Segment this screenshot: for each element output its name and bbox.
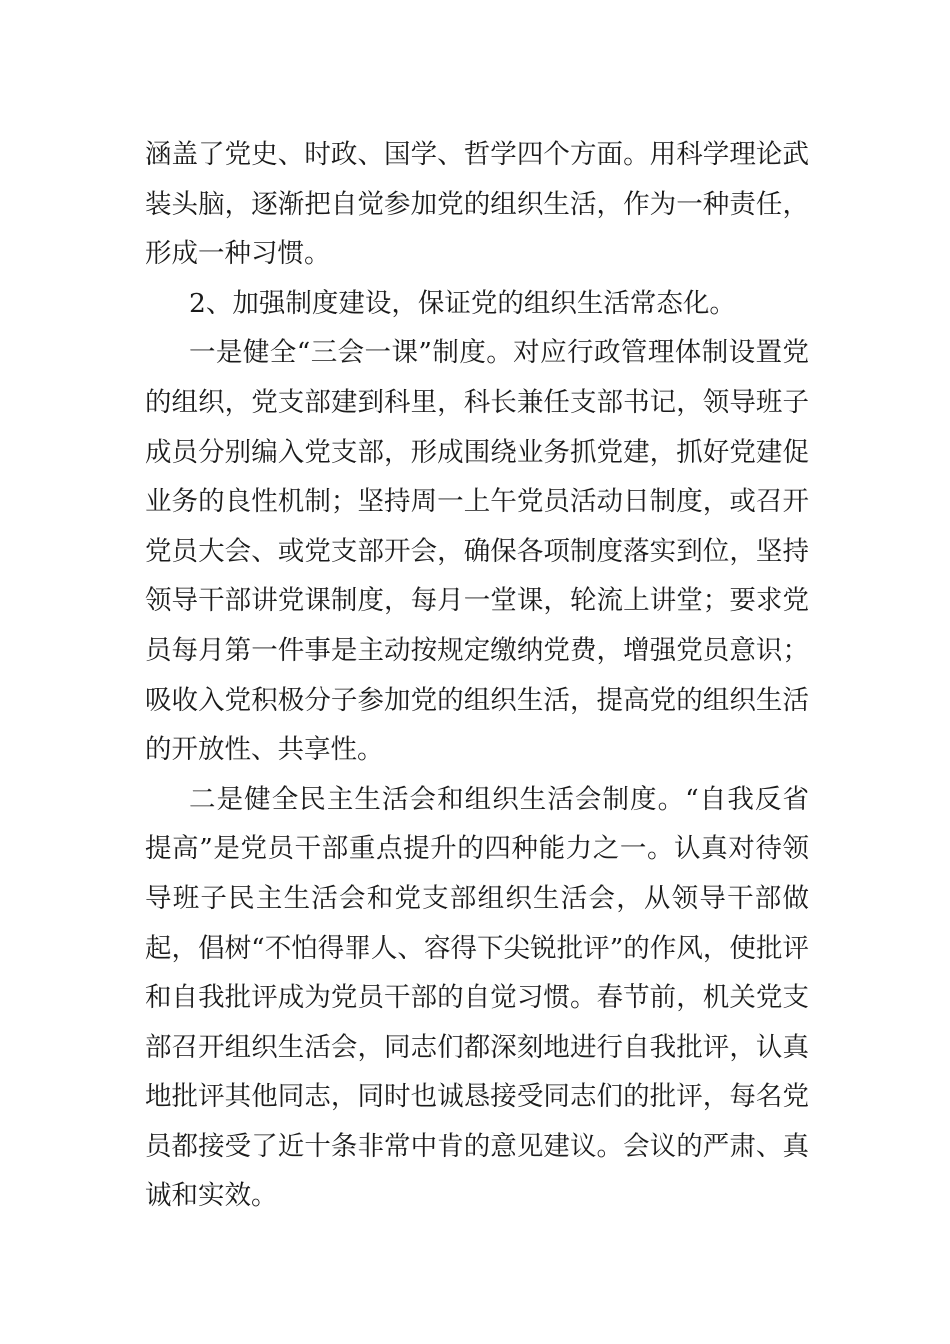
section-heading: 2、加强制度建设，保证党的组织生活常态化。 — [189, 287, 736, 319]
document-body — [145, 130, 809, 1221]
paragraph-democratic-life: 二是健全民主生活会和组织生活会制度。“自我反省提高”是党员干部重点提升的四种能力之一。认真对待领导班子民主生活会和党支部组织生活会，从领导干部做起，倡树“不怕得罪人、容得下尖锐批评”的作风，使批评和自我批评成为党员干部的自觉习惯。春节前，机关党支部召开组织生活会，同志们都深刻地进行自我批评，认真地批评其他同志，同时也诚恳接受同志们的批评，每名党员都接受了近十条非常中肯的意见建议。会议的严肃、真诚和实效。 — [145, 783, 809, 1212]
paragraph-continuation: 涵盖了党史、时政、国学、哲学四个方面。用科学理论武装头脑，逐渐把自觉参加党的组织生活，作为一种责任，形成一种习惯。 — [145, 139, 809, 270]
paragraph-three-meetings: 一是健全“三会一课”制度。对应行政管理体制设置党的组织，党支部建到科里，科长兼任支部书记，领导班子成员分别编入党支部，形成围绕业务抓党建，抓好党建促业务的良性机制；坚持周一上午党员活动日制度，或召开党员大会、或党支部开会，确保各项制度落实到位，坚持领导干部讲党课制度，每月一堂课，轮流上讲堂；要求党员每月第一件事是主动按规定缴纳党费，增强党员意识；吸收入党积极分子参加党的组织生活，提高党的组织生活的开放性、共享性。 — [145, 337, 809, 766]
